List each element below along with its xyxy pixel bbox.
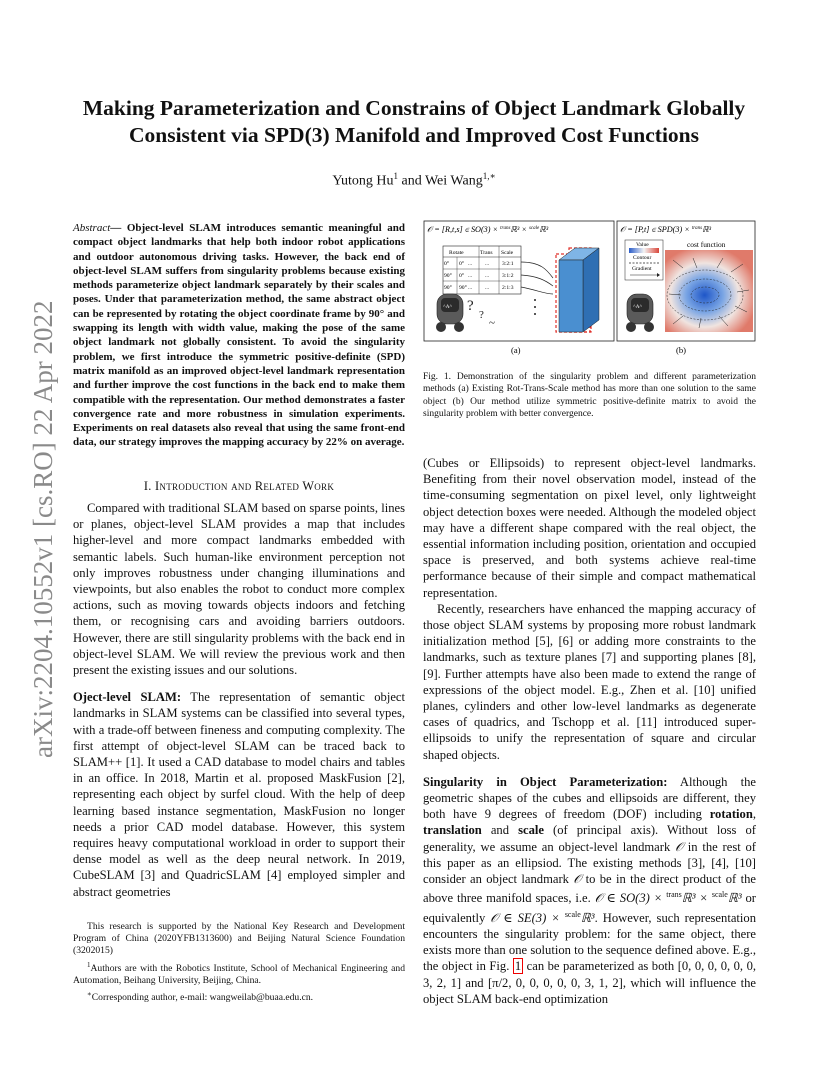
author-1-affiliation: 1 <box>393 171 398 181</box>
author-2-affiliation: 1,∗ <box>482 171 496 181</box>
table-cell: 3:1:2 <box>502 273 514 279</box>
table-cell: 90° <box>444 273 452 279</box>
section-heading-intro <box>73 479 405 494</box>
formula-b-r3: ℝ³ <box>702 225 712 234</box>
blue-cube <box>559 248 599 332</box>
legend-value: Value <box>636 242 649 248</box>
table-header-rotate: Rotate <box>449 250 464 256</box>
footnote-corresponding-block <box>73 988 405 1004</box>
vector-1: [0, 0, 0, 0, 0, 0, 3, 2, 1] <box>423 959 757 990</box>
formula-a-main: 𝒪 = [R,t,s] ∈ SO(3) × <box>427 225 501 234</box>
math-trans-sup: trans <box>666 890 682 900</box>
author-1: Yutong Hu <box>332 173 394 189</box>
table-cell: 3:2:1 <box>502 261 514 267</box>
author-line <box>60 171 768 190</box>
robot-b-icon <box>626 294 654 332</box>
table-cell: ... <box>485 261 490 267</box>
title-line-2: Consistent via SPD(3) Manifold and Improved Cost Functions <box>128 123 699 147</box>
author-2: Wei Wang <box>424 173 483 189</box>
legend-box <box>625 240 663 280</box>
formula-a-trans: trans <box>500 226 511 231</box>
singularity-heading: Singularity in Object Parameterization: <box>423 774 668 789</box>
formula-b-trans: trans <box>691 226 703 231</box>
singularity-text-3: in the rest of this paper as an ellipsiod. The existing methods [3], [4], [10] consider an object landmark <box>423 839 757 887</box>
footnote-affiliation: Authors are with the Robotics Institute, School of Mechanical Engineering and Automation, Beihang University, Beijing, China. <box>73 963 405 987</box>
svg-text:?: ? <box>479 309 484 321</box>
figure-1 <box>423 220 756 360</box>
vector-2: [π/2, 0, 0, 0, 0, 0, 3, 1, 2] <box>487 975 623 990</box>
intro-body <box>73 500 405 900</box>
abstract-dash: — <box>110 222 127 234</box>
table-cell: ... <box>485 285 490 291</box>
table-cell: ... <box>485 273 490 279</box>
table-cell: 90° <box>444 285 452 291</box>
figure-1-caption <box>423 371 756 420</box>
oject-level-text: The representation of semantic object landmarks in SLAM systems can be classified into several types, with a trade-off between fineness and computing complexity. The first attempt of object-level SLAM can be traced back to SLAM++ [1]. It used a CAD database to model chairs and tables in an office. In 2018, Martin et al. proposed MaskFusion [2], representing each object by surfel cloud. With the help of deep learning based instance segmentation, MaskFusion no longer needs a prior CAD model database. However, this system requires heavy computational workload in order to support their dense model as well as the deep neural network. In 2019, CubeSLAM [3] and QuadricSLAM [4] employed simpler and abstract geometries <box>73 690 405 899</box>
singularity-text-7: can be parameterized as both <box>523 959 678 974</box>
table-cell: ... <box>468 273 473 279</box>
singularity-text-2: (of principal axis). Without loss of generality, we assume an object-level landmark <box>423 823 756 854</box>
abstract-label: Abstract <box>73 222 111 234</box>
table-cell: ... <box>468 285 473 291</box>
formula-a-scale: scale <box>528 226 540 231</box>
formula-b-main: 𝒪 = [P,t] ∈ SPD(3) × <box>620 225 692 234</box>
table-cell: 0° <box>459 273 465 279</box>
figure-1-link[interactable]: 1 <box>514 959 522 974</box>
term-rotation: rotation <box>709 807 753 822</box>
singularity-comma: , <box>752 807 756 822</box>
math-r3c: ℝ³ <box>580 910 595 925</box>
panel-a-label: (a) <box>511 345 521 355</box>
formula-a-r3: ℝ³ × <box>510 225 529 234</box>
footnote-affiliation-sup: 1 <box>87 961 91 969</box>
footnote-corresponding: Corresponding author, e-mail: wangweilab@buaa.edu.cn. <box>91 992 314 1004</box>
table-cell: 90° <box>459 285 467 291</box>
svg-text:?: ? <box>467 298 474 314</box>
caption-label: Fig. 1. <box>423 372 452 382</box>
footnote-corresponding-sup: ∗ <box>87 990 92 999</box>
section-title: Introduction and Related Work <box>155 479 335 493</box>
term-translation: translation <box>423 823 482 838</box>
cost-function-plot <box>665 250 753 332</box>
legend-contour: Contour <box>633 255 652 261</box>
right-column-body <box>423 455 756 1007</box>
footnote-affiliation-block <box>73 959 405 987</box>
math-r3b: ℝ³ <box>727 891 742 906</box>
confusion-marks <box>467 298 495 329</box>
math-scale-sup: scale <box>711 890 728 900</box>
singularity-text-6: . However, such representation encounters the singularity problem: for the same object, there exists more than one solution to the sequence defined above. E.g., the object in Fig. <box>423 910 756 974</box>
caption-text: Demonstration of the singularity problem and different parameterization methods (a) Existing Rot-Trans-Scale method has more than one solution to the same object (b) Our method utilize symmetric positive-definite matrix to avoid the singularity problem with better convergence. <box>423 372 756 419</box>
table-cell: 2:1:3 <box>502 285 514 291</box>
cost-function-label: cost function <box>687 240 726 249</box>
robot-b-face: ^A^ <box>633 304 643 310</box>
formula-a-r3b: ℝ³ <box>539 225 549 234</box>
table-header-trans: Trans <box>480 250 493 256</box>
singularity-and: and <box>481 823 519 838</box>
math-manifold-1: 𝒪 ∈ SO(3) × <box>594 891 667 906</box>
math-object: 𝒪 <box>675 839 683 854</box>
abstract-text: Object-level SLAM introduces semantic meaningful and compact object landmarks that help both indoor robot applications and outdoor autonomous driving tasks. However, the back end of object-level SLAM suffers from singularity problems because existing methods parameterize object landmark separately by their scales and poses. Under that parameterization method, the same abstract object can be represented by rotating the object coordinate frame by 90° and swapping its length with width value, making the pose of the same object landmark not globally consistent. To avoid the singularity problem, we first introduce the symmetric positive-definite (SPD) matrix manifold as an improved object-level landmark representation and further improve the cost functions in the back end to make them compatible with the representation. Our method demonstrates a faster convergence rate and more robustness in simulation experiments. Experiments on real datasets also reveal that using the same front-end data, our strategy improves the mapping accuracy by 22% on average. <box>73 222 405 449</box>
section-numeral: I. <box>143 479 156 493</box>
table-cell: 0° <box>444 261 450 267</box>
table-cell: ... <box>468 261 473 267</box>
svg-text:~: ~ <box>489 317 495 329</box>
panel-b-label: (b) <box>676 345 687 355</box>
footnotes <box>73 921 405 1004</box>
oject-level-heading: Oject-level SLAM: <box>73 690 182 705</box>
arxiv-identifier-text: arXiv:2204.10552v1 [cs.RO] 22 Apr 2022 <box>28 300 58 758</box>
robot-a-face: ^A^ <box>443 304 453 310</box>
singularity-text-8: and <box>461 975 488 990</box>
table-cell: 0° <box>459 261 465 267</box>
right-paragraph-2: Recently, researchers have enhanced the mapping accuracy of those object SLAM systems by proposing more robust landmark initialization method [5], [6] or adding more constraints to the landmarks, such as texture planes [7] and supporting planes [8], [9]. Further attempts have also been made to extend the range of expressions of the object model. E.g., Zhen et al. [10] unified planes, cylinders and other low-level landmarks as degenerate cases of quadrics, and Tschopp et al. [11] introduced super-ellipsoids to unify the representation of square and circular shaped objects. <box>423 601 756 762</box>
math-object: 𝒪 <box>573 872 582 887</box>
intro-paragraph: Compared with traditional SLAM based on sparse points, lines or planes, object-level SLAM provides a map that includes higher-level and more compact landmarks embedded with semantic labels. Such human-like environment perception not only improves robustness under changing illuminations and viewpoints, but also enables the robot to conduct more complex actions, such as moving towards objects indoors and fetching them, or recognising cars and avoiding barriers outdoors. However, there are still singularity problems with the back end in object-level SLAM. We will review the previous work and then present the existing issues and our solutions. <box>73 501 405 678</box>
singularity-text-5: or equivalently <box>423 891 756 925</box>
rotation-table <box>443 246 521 294</box>
math-r3: ℝ³ × <box>681 891 712 906</box>
right-paragraph-1: (Cubes or Ellipsoids) to represent object-level landmarks. Benefiting from their novel observation model, instead of the time-consuming segmentation on pixel level, only lightweight object detection boxes were needed. Although the modeled object may have a different shape compared with the real object, the essential information including position, orientation and occupied space is preserved, and both systems achieve real-time performance because of their simple and compact mathematical representation. <box>423 456 756 600</box>
formula-b <box>620 225 712 234</box>
title-line-1: Making Parameterization and Constrains of Object Landmark Globally <box>82 96 746 120</box>
singularity-text-4: to be in the direct product of the above three manifold spaces, i.e. <box>423 872 756 906</box>
math-scale-sup-2: scale <box>564 909 581 919</box>
robot-a-icon <box>436 294 464 332</box>
table-arrows <box>521 262 553 294</box>
term-scale: scale <box>518 823 544 838</box>
ellipsis-dots <box>534 299 536 315</box>
singularity-text-9: , which will influence the object SLAM back-end optimization <box>423 975 757 1006</box>
oject-level-paragraph <box>73 689 405 900</box>
table-header-scale: Scale <box>501 250 514 256</box>
footnote-funding: This research is supported by the National Key Research and Development Program of China (2020YFB1313600) and Beijing Natural Science Foundation (3202015) <box>73 921 405 956</box>
legend-gradient: Gradient <box>632 266 652 272</box>
abstract <box>73 221 405 450</box>
singularity-paragraph <box>423 774 756 1007</box>
author-connector: and <box>397 173 425 189</box>
math-manifold-2: 𝒪 ∈ SE(3) × <box>490 910 565 925</box>
arxiv-identifier <box>14 280 64 760</box>
singularity-text-1: Although the geometric shapes of the cubes and ellipsoids are different, they both have 9 degrees of freedom (DOF) including <box>423 774 756 822</box>
paper-title <box>60 95 768 149</box>
formula-a <box>427 225 549 234</box>
